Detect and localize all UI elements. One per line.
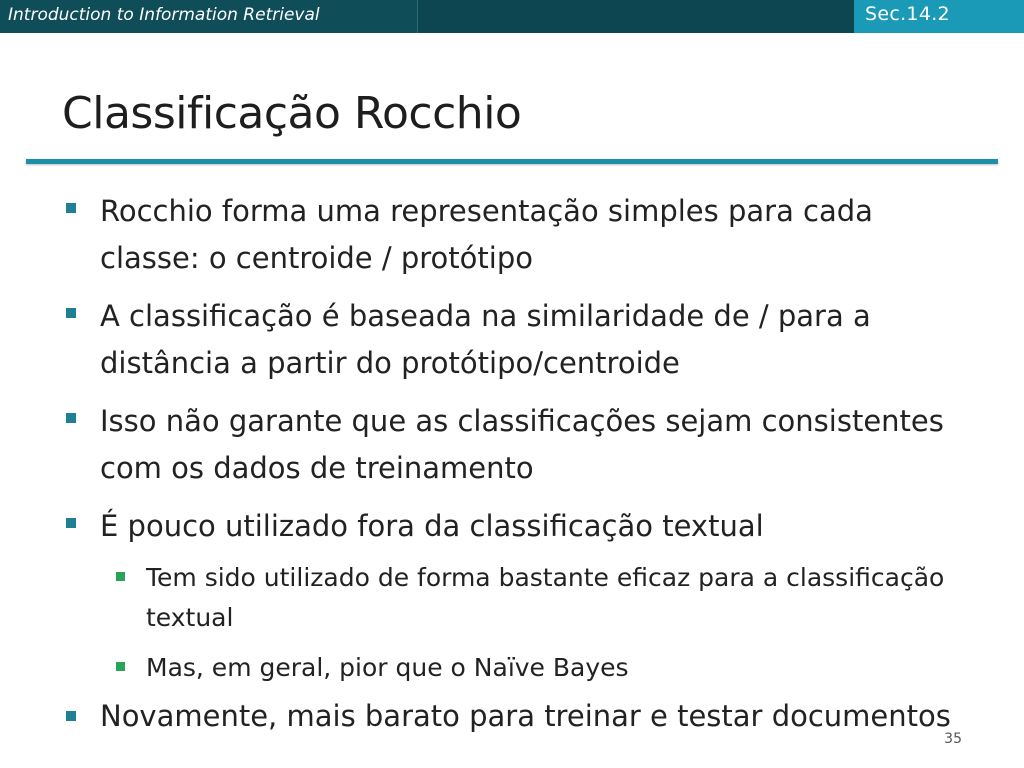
sub-bullet-item: Mas, em geral, pior que o Naïve Bayes bbox=[146, 653, 629, 682]
bullet-item: Rocchio forma uma representação simples para cada classe: o centroide / protótipo bbox=[100, 194, 873, 275]
bullet-item: Novamente, mais barato para treinar e testar documentos bbox=[100, 699, 951, 733]
bullet-marker bbox=[66, 711, 76, 721]
bullet-item: É pouco utilizado fora da classificação textual bbox=[100, 509, 764, 543]
bullet-item: A classificação é baseada na similaridade de / para a distância a partir do protótipo/centroide bbox=[100, 299, 871, 380]
course-title: Introduction to Information Retrieval bbox=[8, 5, 320, 25]
bullet-marker bbox=[66, 518, 76, 528]
bullet-marker bbox=[66, 413, 76, 423]
section-label: Sec.14.2 bbox=[865, 3, 950, 25]
page-number: 35 bbox=[944, 731, 962, 747]
bullet-marker bbox=[66, 308, 76, 318]
sub-bullet-marker bbox=[116, 662, 125, 671]
bullet-marker bbox=[66, 203, 76, 213]
sub-bullet-marker bbox=[116, 572, 125, 581]
bullet-item: Isso não garante que as classificações sejam consistentes com os dados de treinamento bbox=[100, 404, 944, 485]
sub-bullet-item: Tem sido utilizado de forma bastante eficaz para a classificação textual bbox=[146, 563, 945, 632]
slide-title: Classificação Rocchio bbox=[62, 88, 522, 139]
